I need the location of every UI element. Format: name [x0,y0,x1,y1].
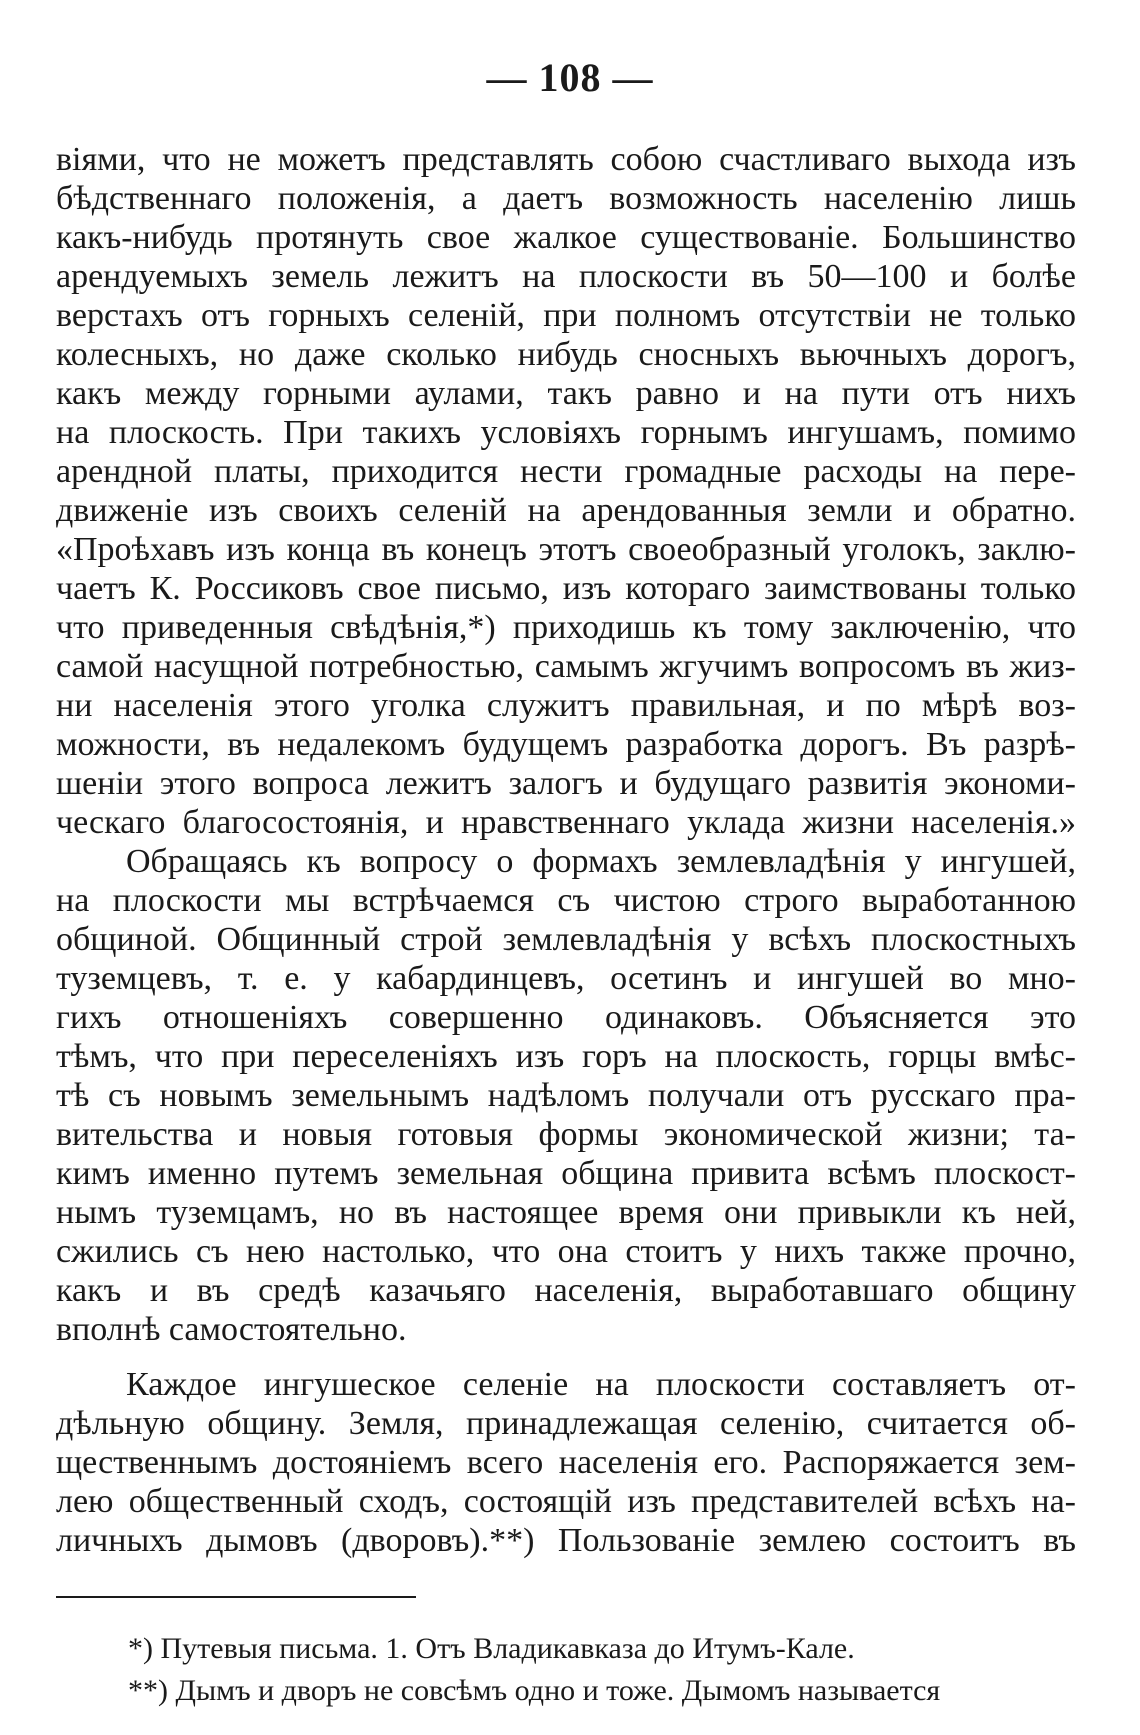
text-line: тѣмъ, что при переселеніяхъ изъ горъ на плоскость, горцы вмѣс- [56,1038,1076,1075]
text-line: вительства и новыя готовыя формы экономической жизни; та- [56,1116,1076,1153]
text-line: самой насущной потребностью, самымъ жгучимъ вопросомъ въ жиз- [56,648,1076,685]
paragraph-1 [56,140,1076,842]
text-line: арендной платы, приходится нести громадные расходы на пере- [56,453,1076,490]
text-line: чаетъ К. Россиковъ свое письмо, изъ котораго заимствованы только [56,570,1076,607]
text-line: какъ-нибудь протянуть свое жалкое существованіе. Большинство [56,219,1076,256]
paragraph-3 [56,1365,1076,1560]
text-line: какъ и въ средѣ казачьяго населенія, выработавшаго общину [56,1272,1076,1309]
text-line: «Проѣхавъ изъ конца въ конецъ этотъ своеобразный уголокъ, заклю- [56,531,1076,568]
text-line: вполнѣ самостоятельно. [56,1311,407,1348]
text-line: кимъ именно путемъ земельная община привита всѣмъ плоскост- [56,1155,1076,1192]
paragraph-2 [56,842,1076,1349]
page-number: — 108 — [486,55,654,100]
text-line: щественнымъ достояніемъ всего населенія его. Распоряжается зем- [56,1444,1076,1481]
text-line: движеніе изъ своихъ селеній на арендованныя земли и обратно. [56,492,1076,529]
text-line: нымъ туземцамъ, но въ настоящее время они привыкли къ ней, [56,1194,1076,1231]
text-line: арендуемыхъ земель лежитъ на плоскости въ 50—100 и болѣе [56,258,1076,295]
footnote-2: **) Дымъ и дворъ не совсѣмъ одно и тоже. Дымомъ называется [128,1674,941,1707]
text-line: тѣ съ новымъ земельнымъ надѣломъ получали отъ русскаго пра- [56,1077,1076,1114]
text-line: Обращаясь къ вопросу о формахъ землевладѣнія у ингушей, [126,843,1076,880]
text-line: гихъ отношеніяхъ совершенно одинаковъ. Объясняется это [56,999,1076,1036]
footnotes [128,1628,1078,1712]
text-line: на плоскость. При такихъ условіяхъ горнымъ ингушамъ, помимо [56,414,1076,451]
text-line: можности, въ недалекомъ будущемъ разработка дорогъ. Въ разрѣ- [56,726,1076,763]
text-line: сжились съ нею настолько, что она стоитъ у нихъ также прочно, [56,1233,1076,1270]
text-line: что приведенныя свѣдѣнія,*) приходишь къ тому заключенію, что [56,609,1076,646]
text-line: ни населенія этого уголка служитъ правильная, и по мѣрѣ воз- [56,687,1076,724]
footnote-1: *) Путевыя письма. 1. Отъ Владикавказа до Итумъ-Кале. [128,1632,855,1665]
text-line: верстахъ отъ горныхъ селеній, при полномъ отсутствіи не только [56,297,1076,334]
text-line: общиной. Общинный строй землевладѣнія у всѣхъ плоскостныхъ [56,921,1076,958]
text-line: Каждое ингушеское селеніе на плоскости составляетъ от- [126,1366,1076,1403]
text-line: колесныхъ, но даже сколько нибудь сносныхъ вьючныхъ дорогъ, [56,336,1076,373]
text-line: личныхъ дымовъ (дворовъ).**) Пользованіе землею состоитъ въ [56,1522,1076,1559]
text-line: туземцевъ, т. е. у кабардинцевъ, осетинъ и ингушей во мно- [56,960,1076,997]
text-line: какъ между горными аулами, такъ равно и на пути отъ нихъ [56,375,1076,412]
footnote-divider [56,1596,416,1598]
body-text [56,140,1076,1560]
text-line: ческаго благосостоянія, и нравственнаго уклада жизни населенія.» [56,804,1076,841]
paragraph-gap [56,1349,1076,1365]
text-line: лею общественный сходъ, состоящій изъ представителей всѣхъ на- [56,1483,1076,1520]
text-line: шеніи этого вопроса лежитъ залогъ и будущаго развитія экономи- [56,765,1076,802]
text-line: на плоскости мы встрѣчаемся съ чистою строго выработанною [56,882,1076,919]
text-line: дѣльную общину. Земля, принадлежащая селенію, считается об- [56,1405,1076,1442]
text-line: бѣдственнаго положенія, а даетъ возможность населенію лишь [56,180,1076,217]
text-line: віями, что не можетъ представлять собою счастливаго выхода изъ [56,141,1076,178]
